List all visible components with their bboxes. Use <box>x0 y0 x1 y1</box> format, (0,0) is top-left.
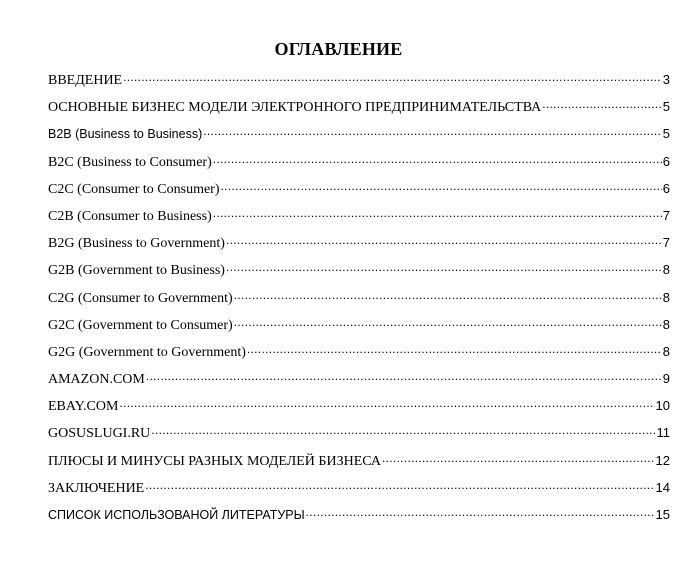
toc-dot-leader <box>145 478 654 492</box>
toc-entry-b2b <box>48 124 670 151</box>
toc-entry-b2g <box>48 233 670 260</box>
toc-entry-conclusion <box>48 478 670 505</box>
toc-entry-c2c <box>48 179 670 206</box>
toc-entry-gosuslugi <box>48 423 670 450</box>
toc-dot-leader <box>221 179 662 193</box>
toc-entry-page: 7 <box>662 207 670 223</box>
toc-dot-leader <box>213 206 662 220</box>
table-of-contents <box>48 70 670 532</box>
toc-entry-introduction <box>48 70 670 97</box>
toc-dot-leader <box>213 152 662 166</box>
toc-entry-ebay <box>48 396 670 423</box>
toc-entry-label: СПИСОК ИСПОЛЬЗОВАНОЙ ЛИТЕРАТУРЫ <box>48 508 305 522</box>
toc-entry-c2b <box>48 206 670 233</box>
toc-entry-page: 8 <box>662 262 670 278</box>
toc-entry-business-models <box>48 97 670 124</box>
toc-dot-leader <box>119 396 654 410</box>
toc-entry-b2c <box>48 152 670 179</box>
toc-entry-page: 6 <box>662 153 670 169</box>
toc-entry-references <box>48 505 670 532</box>
toc-dot-leader <box>247 342 662 356</box>
toc-dot-leader <box>151 423 655 437</box>
toc-dot-leader <box>226 260 662 274</box>
toc-entry-pros-cons <box>48 451 670 478</box>
toc-entry-page: 5 <box>662 126 670 142</box>
toc-entry-label: EBAY.COM <box>48 399 119 415</box>
toc-entry-label: ОСНОВНЫЕ БИЗНЕС МОДЕЛИ ЭЛЕКТРОННОГО ПРЕДПРИНИМАТЕЛЬСТВА <box>48 100 542 116</box>
toc-entry-amazon <box>48 369 670 396</box>
toc-title: ОГЛАВЛЕНИЕ <box>274 39 403 59</box>
toc-entry-page: 8 <box>662 343 670 359</box>
toc-entry-page: 7 <box>662 235 670 251</box>
toc-entry-label: G2G (Government to Government) <box>48 344 246 360</box>
toc-dot-leader <box>234 288 662 302</box>
toc-entry-page: 10 <box>655 398 670 414</box>
toc-dot-leader <box>382 451 655 465</box>
toc-dot-leader <box>234 315 662 329</box>
toc-entry-page: 5 <box>662 99 670 115</box>
toc-entry-label: C2G (Consumer to Government) <box>48 290 233 306</box>
toc-entry-page: 8 <box>662 289 670 305</box>
toc-dot-leader <box>306 505 655 519</box>
toc-entry-label: ВВЕДЕНИЕ <box>48 73 123 88</box>
toc-entry-label: C2B (Consumer to Business) <box>48 208 212 224</box>
toc-entry-c2g <box>48 288 670 315</box>
toc-entry-page: 14 <box>655 479 670 495</box>
toc-dot-leader <box>146 369 662 383</box>
toc-entry-label: ЗАКЛЮЧЕНИЕ <box>48 480 145 496</box>
toc-entry-page: 3 <box>662 72 670 87</box>
toc-entry-label: ПЛЮСЫ И МИНУСЫ РАЗНЫХ МОДЕЛЕЙ БИЗНЕСА <box>48 453 381 469</box>
toc-entry-label: GOSUSLUGI.RU <box>48 426 151 442</box>
toc-entry-label: G2C (Government to Consumer) <box>48 317 233 333</box>
toc-entry-page: 8 <box>662 316 670 332</box>
toc-entry-label: AMAZON.COM <box>48 372 145 388</box>
toc-entry-g2c <box>48 315 670 342</box>
toc-entry-page: 6 <box>662 180 670 196</box>
toc-entry-page: 11 <box>656 425 670 441</box>
toc-entry-label: B2C (Business to Consumer) <box>48 154 212 170</box>
toc-entry-label: C2C (Consumer to Consumer) <box>48 181 220 197</box>
toc-dot-leader <box>123 70 662 84</box>
toc-dot-leader <box>542 97 662 111</box>
toc-entry-page: 15 <box>655 507 670 522</box>
toc-entry-label: G2B (Government to Business) <box>48 263 225 279</box>
toc-entry-label: B2G (Business to Government) <box>48 236 225 252</box>
toc-entry-label: B2B (Business to Business) <box>48 127 203 142</box>
toc-dot-leader <box>203 124 662 138</box>
toc-entry-page: 9 <box>662 371 670 387</box>
toc-entry-g2g <box>48 342 670 369</box>
toc-dot-leader <box>226 233 662 247</box>
toc-entry-page: 12 <box>655 452 670 468</box>
toc-entry-g2b <box>48 260 670 287</box>
